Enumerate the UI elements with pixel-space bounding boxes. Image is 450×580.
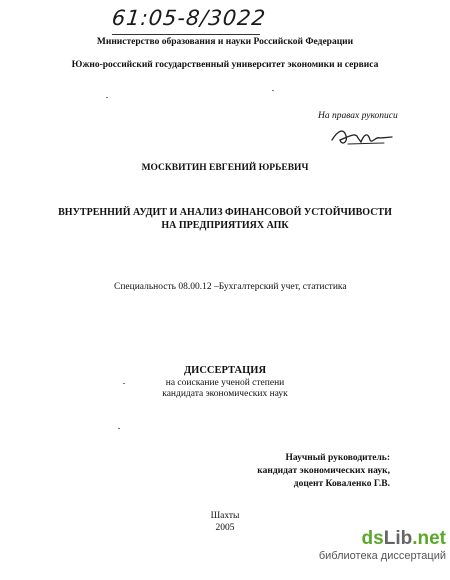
scan-speck: [123, 383, 125, 384]
document-type: ДИССЕРТАЦИЯ: [183, 365, 267, 376]
city: Шахты: [210, 511, 240, 521]
ministry-name: Министерство образования и науки Российской Федерации: [96, 37, 354, 47]
watermark: [316, 528, 446, 563]
scan-speck: [118, 428, 120, 429]
handwritten-archive-number: 61:05-8/3022: [110, 6, 268, 30]
archive-number-underline: [112, 34, 260, 35]
year: 2005: [215, 523, 235, 533]
degree-field: кандидата экономических наук: [162, 389, 288, 399]
rights-note: На правах рукописи: [318, 111, 398, 121]
scan-speck: [272, 90, 274, 91]
university-name: Южно-российский государственный университет экономики и сервиса: [71, 60, 379, 70]
author-name: МОСКВИТИН ЕВГЕНИЙ ЮРЬЕВИЧ: [141, 163, 309, 173]
watermark-subtitle: библиотека диссертаций: [318, 550, 446, 562]
supervisor-block: [257, 452, 390, 491]
supervisor-role: Научный руководитель:: [285, 453, 390, 463]
degree-line: на соискание ученой степени: [165, 378, 285, 388]
watermark-logo: dsLib.net: [361, 528, 446, 549]
dissertation-title-line-2: НА ПРЕДПРИЯТИЯХ АПК: [161, 220, 289, 231]
signature-icon: [328, 122, 398, 152]
speciality: Специальность 08.00.12 –Бухгалтерский учет, статистика: [114, 282, 347, 292]
scan-speck: [106, 97, 108, 98]
supervisor-name: доцент Коваленко Г.В.: [293, 479, 390, 489]
dissertation-title-line-1: ВНУТРЕННИЙ АУДИТ И АНАЛИЗ ФИНАНСОВОЙ УСТОЙЧИВОСТИ: [58, 207, 392, 218]
supervisor-degree: кандидат экономических наук,: [257, 466, 390, 476]
